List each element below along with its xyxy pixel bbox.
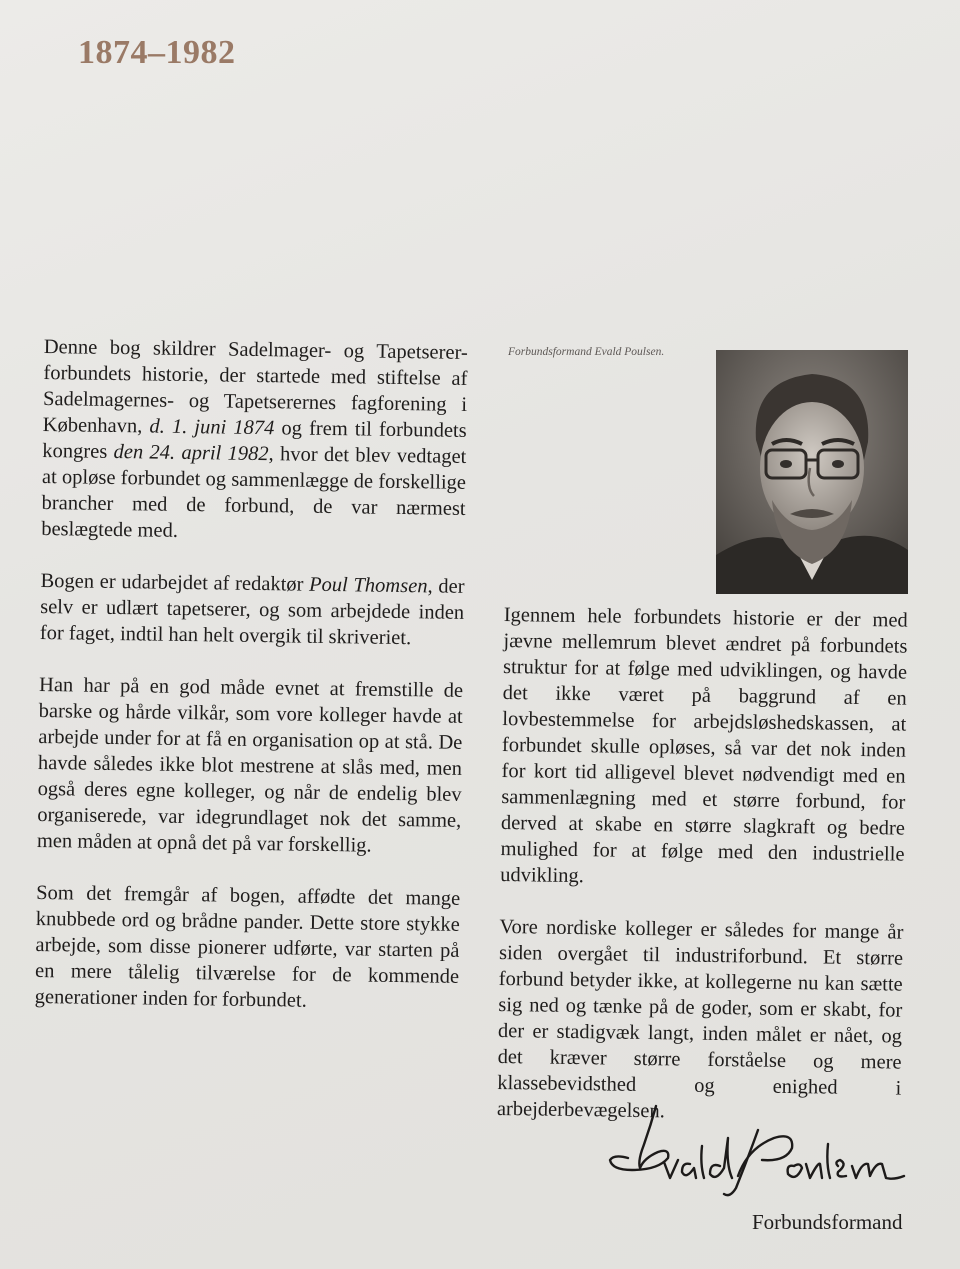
- signature-scribble: [598, 1098, 918, 1208]
- pioneers-paragraph: Som det fremgår af bogen, affødte det mange knubbede ord og brådne pander. Dette store stykke arbejde, som disse pionerer udførte, var starten på en mere tålelig tilværelse for de kommende generationer inden for forbundet.: [34, 881, 461, 1012]
- handwritten-signature: [598, 1098, 918, 1208]
- intro-paragraph: Denne bog skildrer Sadelmager- og Tapetserer-forbundets historie, der startede med stiftelse af Sadelmagernes- og Tapetserernes fagforening i København, d. 1. juni 1874 og frem til forbundets kongres den 24. april 1982, hvor det blev vedtaget at opløse forbundet og sammenlægge de forskellige brancher med de forbund, de var nærmest beslægtede med.: [41, 335, 468, 542]
- nordic-paragraph: Vore nordiske kolleger er således for mange år siden overgået til industriforbund. Et større forbund betyder ikke, at kollegerne nu kan sætte sig ned og tænke på de goder, som er skabt, for der er stadigvæk langt, inden målet er nået, og det kræver større forståelse og mere klassebevidsthed og enighed i arbejderbevægelsen.: [496, 915, 904, 1123]
- photo-caption: Forbundsformand Evald Poulsen.: [508, 346, 665, 358]
- left-text-column: [34, 334, 468, 1042]
- author-paragraph: Bogen er udarbejdet af redaktør Poul Thomsen, der selv er udlært tapetserer, og som arbejdede inden for faget, indtil han helt overgik til skriveriet.: [39, 569, 465, 650]
- portrait-photo: [716, 350, 908, 594]
- conditions-paragraph: Han har på en god måde evnet at fremstille de barske og hårde vilkår, som vore kolleger havde at arbejde under for at få en organisation op at stå. De havde således ikke blot mestrene at slås med, men også deres egne kolleger, og når de endelig blev organiserede, var idegrundlaget nok det samme, men måden at opnå det på var forskellig.: [36, 673, 464, 857]
- right-text-column: [496, 602, 908, 1154]
- signature-title: Forbundsformand: [752, 1210, 903, 1234]
- structure-paragraph: Igennem hele forbundets historie er der med jævne mellemrum blevet ændret på forbundets struktur for at følge med udviklingen, og havde det ikke været på baggrund af en lovbestemmelse for arbejdsløshedskassen, at forbundet skulle opløses, så var det nok inden for kort tid alligevel blevet nødvendigt med en sammenlægning med et større forbund, for derved at skabe en større slagkraft og bedre mulighed for at følge med den industrielle udvikling.: [500, 603, 908, 888]
- portrait-illustration: [716, 350, 908, 594]
- year-range-heading: 1874–1982: [78, 34, 236, 71]
